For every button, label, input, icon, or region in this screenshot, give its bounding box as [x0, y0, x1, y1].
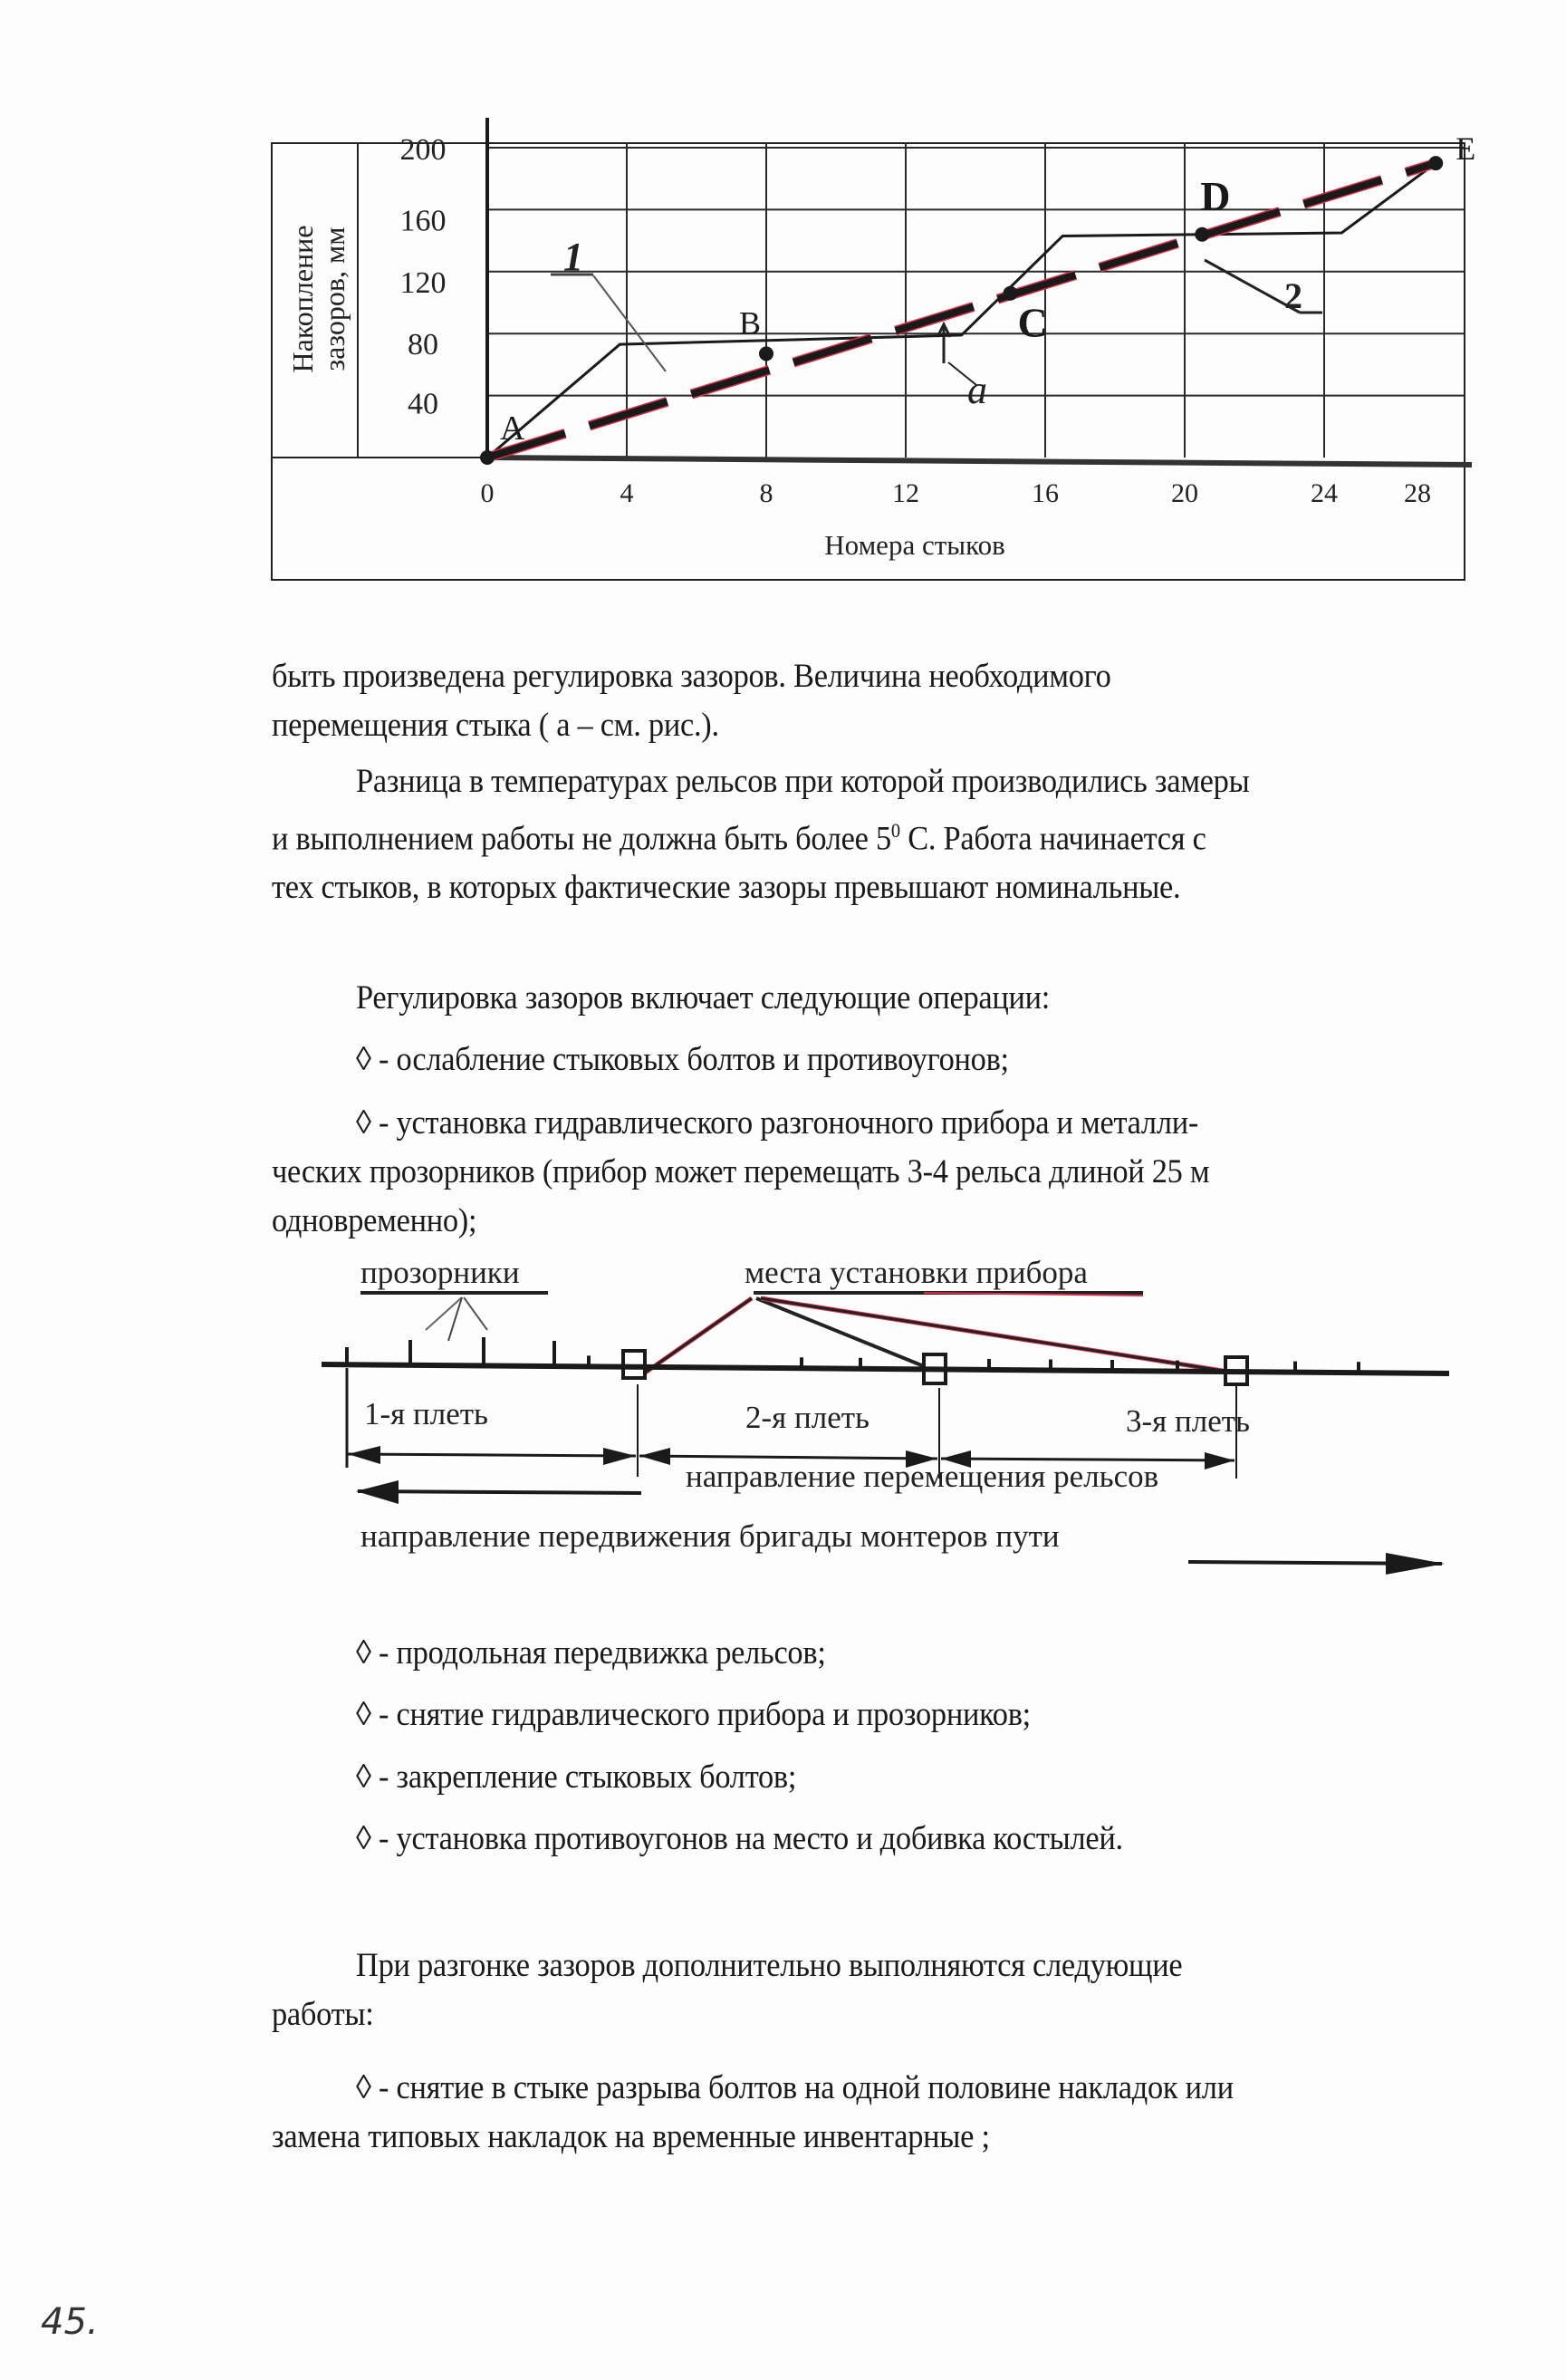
rail-line — [322, 1364, 1449, 1373]
point-label-e: E — [1456, 130, 1476, 168]
bullet-7 — [272, 2064, 1384, 2162]
device-leader — [761, 1298, 1223, 1371]
label-rails-direction: направление перемещения рельсов — [686, 1459, 1159, 1494]
label-plet-3: 3-я плеть — [1126, 1403, 1250, 1439]
y-axis-label-line1: Накопление — [286, 225, 319, 373]
paragraph-2-line-2 — [272, 806, 1384, 863]
y-tick-label: 80 — [408, 328, 438, 362]
label-plet-2: 2-я плеть — [745, 1400, 869, 1435]
rail-layout-diagram — [0, 1241, 1566, 1576]
bullet-2 — [272, 1099, 1384, 1246]
paragraph-3-text: Регулировка зазоров включает следующие операции: — [356, 979, 1051, 1017]
x-axis — [487, 458, 1472, 465]
annotation-line-2 — [1205, 260, 1322, 316]
paragraph-1-line-1: быть произведена регулировка зазоров. Величина необходимого — [272, 658, 1111, 695]
bullet-3 — [272, 1629, 1468, 1678]
paragraph-1-line-2: перемещения стыка ( а – см. рис.). — [272, 707, 719, 744]
degree-superscript: 0 — [890, 819, 900, 842]
rails-direction-arrow — [356, 1480, 641, 1504]
point-label-b: B — [739, 304, 762, 342]
point-marker-a — [480, 450, 495, 465]
point-label-c: C — [1017, 299, 1048, 346]
annotation-label-1: 1 — [563, 235, 583, 279]
bullet-2-line-1: ◊ - установка гидравлического разгоночного прибора и металли- — [356, 1104, 1199, 1142]
paragraph-1 — [272, 652, 1384, 750]
device-leader — [644, 1298, 752, 1373]
bullet-7-line-1: ◊ - снятие в стыке разрыва болтов на одной половине накладок или — [356, 2069, 1234, 2106]
annotation-label-2: 2 — [1284, 275, 1302, 316]
annotation-line-1 — [551, 235, 666, 371]
point-marker-c — [1004, 286, 1018, 301]
chart-frame — [272, 143, 1465, 580]
x-tick-label: 12 — [892, 478, 919, 508]
x-tick-label: 28 — [1404, 478, 1431, 508]
bullet-1 — [272, 1036, 1468, 1084]
y-axis-label — [286, 226, 351, 373]
y-tick-label: 120 — [399, 265, 447, 300]
point-marker-b — [759, 346, 773, 361]
bullet-6 — [272, 1815, 1468, 1864]
paragraph-4-line-2: работы: — [272, 1996, 374, 2033]
bullet-5-text: ◊ - закрепление стыковых болтов; — [356, 1759, 797, 1796]
label-plet-1: 1-я плеть — [364, 1396, 488, 1431]
y-tick-label: 40 — [408, 387, 438, 421]
bullet-2-line-3: одновременно); — [272, 1202, 477, 1239]
bullet-3-text: ◊ - продольная передвижка рельсов; — [356, 1634, 826, 1672]
point-label-a: A — [500, 410, 525, 448]
bullet-2-line-2: ческих прозорников (прибор может перемещать 3-4 рельса длиной 25 м — [272, 1153, 1210, 1190]
bullet-1-text: ◊ - ослабление стыковых болтов и противоугонов; — [356, 1041, 1009, 1078]
paragraph-4 — [272, 1942, 1384, 2039]
x-tick-label: 16 — [1032, 478, 1059, 508]
paragraph-2 — [272, 757, 1384, 912]
x-tick-labels — [481, 478, 1432, 508]
bullet-6-text: ◊ - установка противоугонов на место и добивка костылей. — [356, 1820, 1123, 1857]
x-tick-label: 8 — [759, 478, 773, 508]
dimension-arrow-plet-1 — [348, 1446, 636, 1465]
x-tick-label: 24 — [1311, 478, 1338, 508]
bullet-4-text: ◊ - снятие гидравлического прибора и прозорников; — [356, 1696, 1031, 1733]
crew-direction-arrow — [1188, 1553, 1445, 1575]
label-crew-direction: направление передвижения бригады монтеров пути — [360, 1518, 1060, 1554]
point-marker-d — [1195, 227, 1209, 242]
x-tick-label: 20 — [1171, 478, 1198, 508]
point-labels — [500, 130, 1475, 448]
y-tick-labels — [400, 133, 447, 421]
annotation-gap-a — [937, 324, 987, 412]
gap-accumulation-chart — [0, 0, 1566, 598]
paragraph-2-line-2-a: и выполнением работы не должна быть более 5 — [272, 820, 891, 858]
annotation-label-a: a — [967, 368, 987, 412]
paragraph-3 — [272, 974, 1468, 1023]
label-device-locations: места установки прибора — [745, 1255, 1088, 1290]
x-tick-label: 0 — [480, 478, 495, 508]
page-number: 45. — [41, 2301, 99, 2343]
bullet-4 — [272, 1691, 1468, 1739]
point-marker-e — [1428, 156, 1443, 170]
bullet-5 — [272, 1753, 1468, 1802]
paragraph-2-line-1: Разница в температурах рельсов при которой производились замеры — [356, 763, 1250, 800]
y-axis-label-line2: зазоров, мм — [318, 226, 351, 371]
paragraph-2-line-2-b: С. Работа начинается с — [899, 820, 1206, 858]
prozorniki-leader — [464, 1297, 487, 1330]
x-axis-label: Номера стыков — [824, 529, 1005, 561]
label-prozorniki: прозорники — [360, 1255, 520, 1290]
y-tick-label: 200 — [399, 133, 447, 167]
bullet-7-line-2: замена типовых накладок на временные инвентарные ; — [272, 2118, 990, 2155]
paragraph-2-line-3: тех стыков, в которых фактические зазоры превышают номинальные. — [272, 869, 1181, 907]
point-label-d: D — [1200, 172, 1231, 219]
paragraph-4-line-1: При разгонке зазоров дополнительно выполняются следующие — [356, 1947, 1183, 1984]
y-tick-label: 160 — [399, 204, 447, 238]
x-tick-label: 4 — [620, 478, 634, 508]
